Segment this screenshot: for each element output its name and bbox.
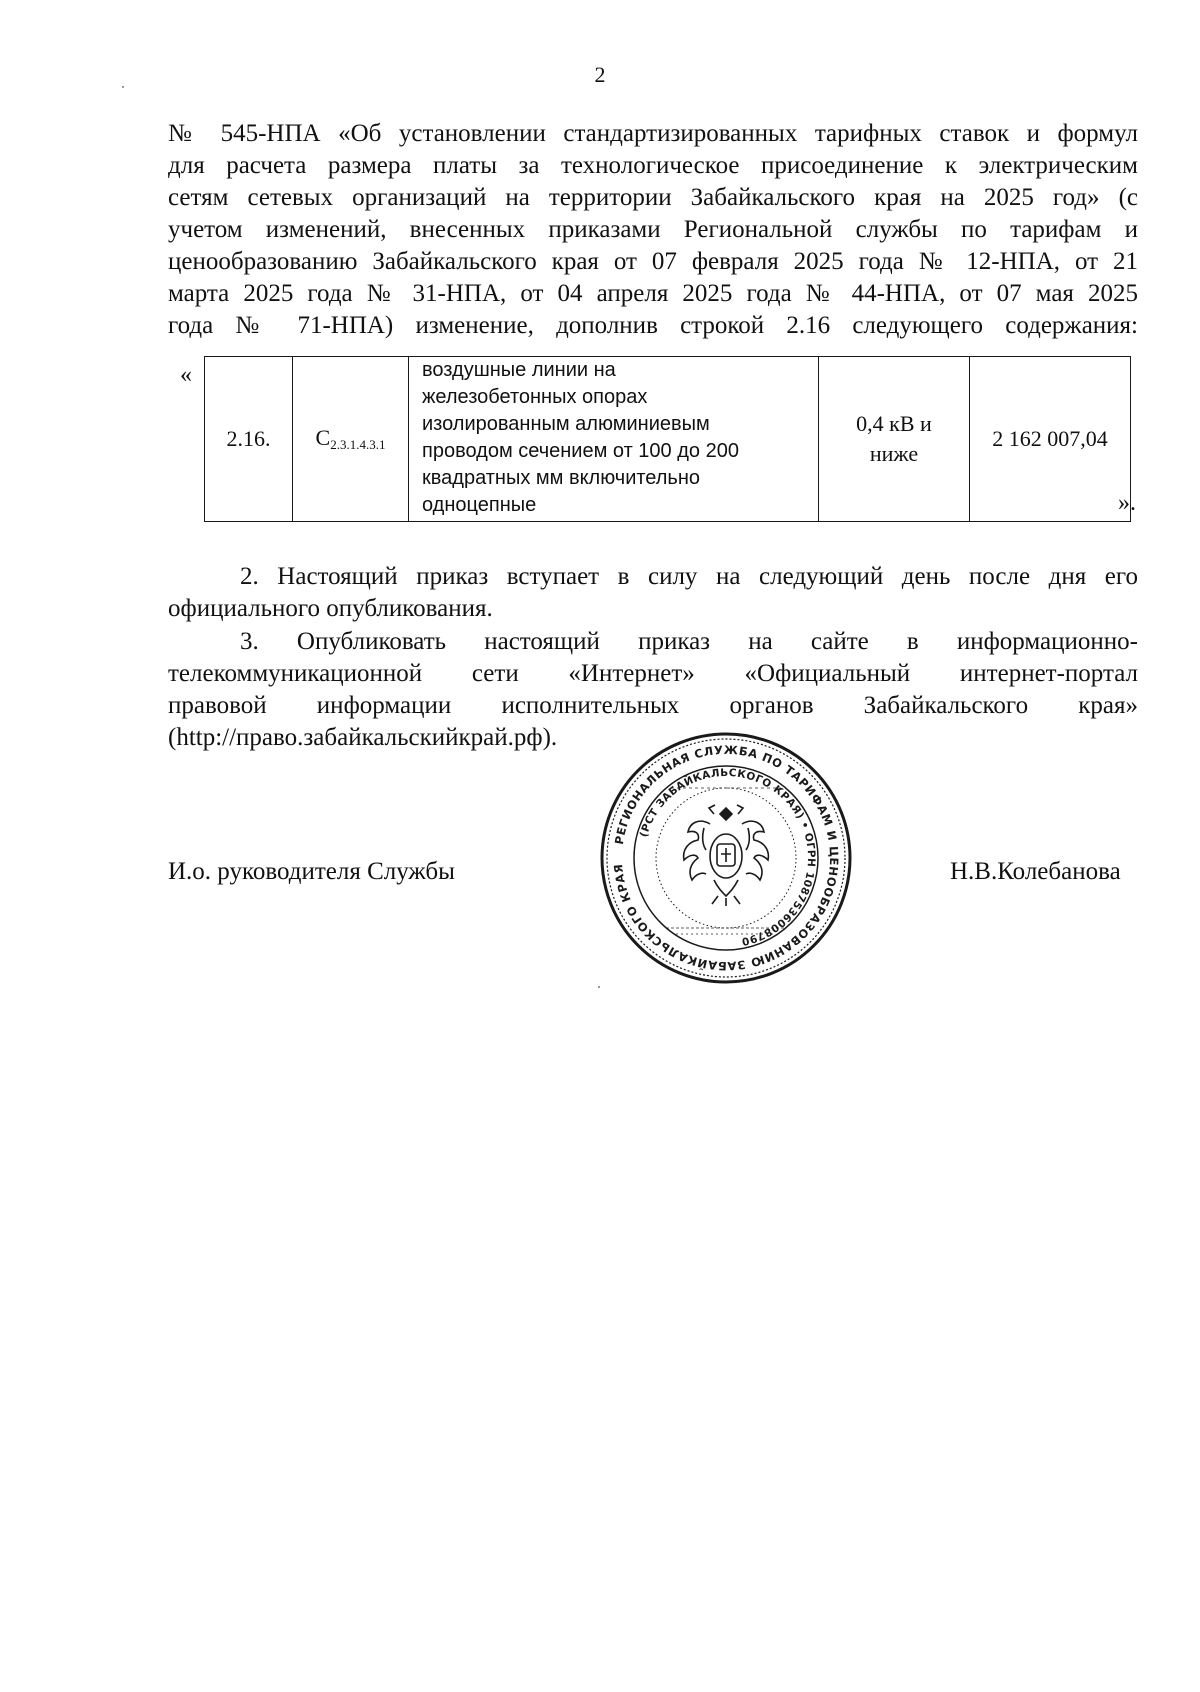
rate-code-subscript: 2.3.1.4.3.1 (330, 437, 386, 452)
opening-quote: « (180, 362, 192, 388)
voltage-cell (819, 357, 970, 522)
signatory-title: И.о. руководителя Службы (168, 858, 455, 885)
stamp-outer-text: РЕГИОНАЛЬНАЯ СЛУЖБА ПО ТАРИФАМ И ЦЕНООБРАЗОВАНИЮ ЗАБАЙКАЛЬСКОГО КРАЯ (611, 742, 842, 974)
voltage-line: 0,4 кВ и (856, 411, 932, 436)
signatory-name: Н.В.Колебанова (950, 858, 1121, 885)
intro-paragraph (168, 118, 1138, 342)
scan-speck (122, 86, 124, 88)
item-2-paragraph (168, 561, 1138, 625)
item-3-line: телекоммуникационной сети «Интернет» «Официальный интернет-портал (168, 660, 1138, 687)
description-line: одноцепные (422, 494, 537, 516)
description-line: проводом сечением от 100 до 200 (422, 440, 739, 462)
item-2-line: официального опубликования. (168, 595, 493, 622)
item-2-line: 2. Настоящий приказ вступает в силу на следующий день после дня его (240, 563, 1138, 590)
description-line: воздушные линии на (422, 359, 616, 381)
intro-line: № 545-НПА «Об установлении стандартизированных тарифных ставок и формул (168, 120, 1138, 147)
table-row (205, 357, 1131, 522)
intro-line: учетом изменений, внесенных приказами Региональной службы по тарифам и (168, 216, 1138, 243)
description-line: квадратных мм включительно (422, 467, 701, 489)
intro-line: марта 2025 года № 31-НПА, от 04 апреля 2025 года № 44-НПА, от 07 мая 2025 (168, 280, 1138, 307)
intro-line: сетям сетевых организаций на территории Забайкальского края на 2025 год» (с (168, 184, 1138, 211)
official-seal-stamp (596, 728, 856, 988)
item-3-line: 3. Опубликовать настоящий приказ на сайте в информационно- (240, 628, 1138, 655)
double-headed-eagle-icon (684, 805, 769, 906)
description-cell (409, 357, 819, 522)
intro-line: года № 71-НПА) изменение, дополнив строкой 2.16 следующего содержания: (168, 312, 1138, 339)
description-line: железобетонных опорах (422, 386, 648, 408)
intro-line: ценообразованию Забайкальского края от 07 февраля 2025 года № 12-НПА, от 21 (168, 248, 1138, 275)
row-number-cell: 2.16. (205, 357, 293, 522)
item-3-line: правовой информации исполнительных органов Забайкальского края» (168, 692, 1138, 719)
rate-code-letter: С (315, 425, 331, 450)
closing-quote: ». (1118, 490, 1136, 516)
price-cell: 2 162 007,04 (970, 357, 1131, 522)
page-number: 2 (594, 62, 606, 87)
rate-code-cell (293, 357, 409, 522)
item-3-line: (http://право.забайкальскийкрай.рф). (168, 724, 558, 751)
voltage-line: ниже (869, 441, 919, 466)
scan-speck (598, 986, 600, 988)
stamp-inner-text: (РСТ ЗАБАЙКАЛЬСКОГО КРАЯ) • ОГРН 1087536008790 (637, 766, 818, 948)
intro-line: для расчета размера платы за технологическое присоединение к электрическим (168, 152, 1138, 179)
description-line: изолированным алюминиевым (422, 413, 710, 435)
tariff-table (204, 356, 1131, 522)
